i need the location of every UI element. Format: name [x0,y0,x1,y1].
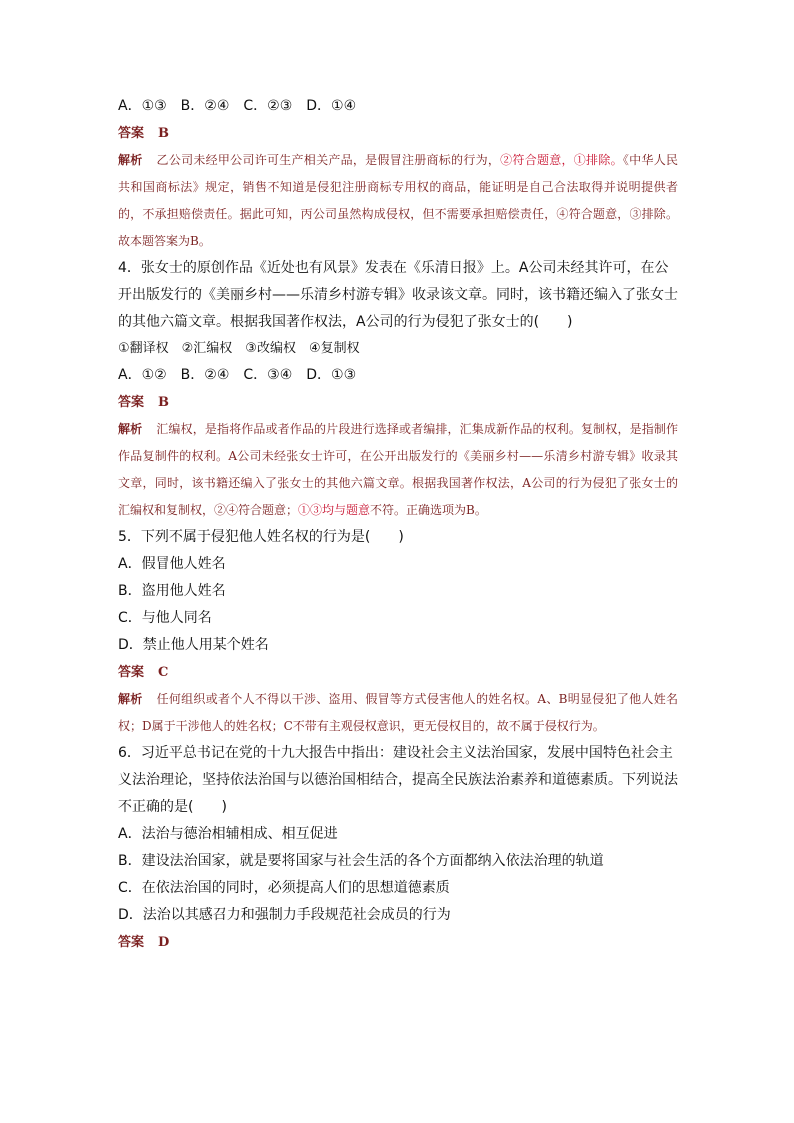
explanation-label: 解析 [118,153,143,167]
answer-label: 答案 [118,126,145,141]
q6-answer [118,929,678,956]
q4-explanation-text-2: 不符。正确选项为B。 [370,503,487,517]
answer-label: 答案 [118,395,145,410]
answer-value: C [158,665,169,680]
q4-explanation [118,416,678,524]
q5-option-b: B．盗用他人姓名 [118,583,226,599]
q6-stem-line-2: 义法治理论，坚持依法治国与以德治国相结合，提高全民族法治素养和道德素质。下列说法 [118,772,678,788]
q5-stem: 5．下列不属于侵犯他人姓名权的行为是( ) [118,529,404,545]
q5-option-a: A．假冒他人姓名 [118,556,226,572]
q4-stem-line-2: 开出版发行的《美丽乡村——乐清乡村游专辑》收录该文章。同时，该书籍还编入了张女士 [118,287,678,303]
q4-items: ①翻译权 ②汇编权 ③改编权 ④复制权 [118,341,360,356]
q4-answer [118,389,678,416]
q4-options: A．①② B．②④ C．③④ D．①③ [118,367,357,383]
q5-option-c: C．与他人同名 [118,610,212,626]
q3-explanation-highlight: ②符合题意，①排除。 [500,153,623,167]
q4-explanation-text-1: 汇编权，是指将作品或者作品的片段进行选择或者编排，汇集成新作品的权利。复制权，是指制作作品复制件的权利。A公司未经张女士许可，在公开出版发行的《美丽乡村——乐清乡村游专辑》收录其文章，同时，该书籍还编入了张女士的其他六篇文章。根据我国著作权法，A公司的行为侵犯了张女士的汇编权和复制权，②④符合题意； [118,422,678,517]
q6-stem-line-1: 6．习近平总书记在党的十九大报告中指出：建设社会主义法治国家，发展中国特色社会主 [118,745,673,761]
q5-answer [118,659,678,686]
q5-explanation-text: 任何组织或者个人不得以干涉、盗用、假冒等方式侵害他人的姓名权。A、B明显侵犯了他人姓名权；D属于干涉他人的姓名权；C不带有主观侵权意识，更无侵权目的，故不属于侵权行为。 [118,692,678,733]
document-content [118,93,678,956]
q3-explanation [118,147,678,255]
q5-explanation [118,686,678,740]
q6-option-a: A．法治与德治相辅相成、相互促进 [118,826,338,842]
q6-option-d: D．法治以其感召力和强制力手段规范社会成员的行为 [118,907,451,923]
q3-answer [118,120,678,147]
answer-value: D [158,935,170,950]
q3-explanation-text-1: 乙公司未经甲公司许可生产相关产品，是假冒注册商标的行为， [156,153,501,167]
answer-value: B [158,395,170,410]
q6-option-b: B．建设法治国家，就是要将国家与社会生活的各个方面都纳入依法治理的轨道 [118,853,604,869]
q4-stem-line-1: 4．张女士的原创作品《近处也有风景》发表在《乐清日报》上。A公司未经其许可，在公 [118,260,669,276]
q6-option-c: C．在依法治国的同时，必须提高人们的思想道德素质 [118,880,450,896]
answer-label: 答案 [118,665,145,680]
q3-options: A．①③ B．②④ C．②③ D．①④ [118,98,357,114]
explanation-label: 解析 [118,692,143,706]
explanation-label: 解析 [118,422,143,436]
q4-stem-line-3: 的其他六篇文章。根据我国著作权法，A公司的行为侵犯了张女士的( ) [118,314,573,330]
answer-label: 答案 [118,935,145,950]
q5-option-d: D．禁止他人用某个姓名 [118,637,269,653]
q4-explanation-highlight: ①③均与题意 [298,503,371,517]
answer-value: B [158,126,170,141]
q3-explanation-text-2: 《中华人民共和国商标法》规定，销售不知道是侵犯注册商标专用权的商品，能证明是自己合法取得并说明提供者的，不承担赔偿责任。据此可知，丙公司虽然构成侵权，但不需要承担赔偿责任，④符合题意，③排除。故本题答案为B。 [118,153,678,248]
q6-stem-line-3: 不正确的是( ) [118,799,227,815]
